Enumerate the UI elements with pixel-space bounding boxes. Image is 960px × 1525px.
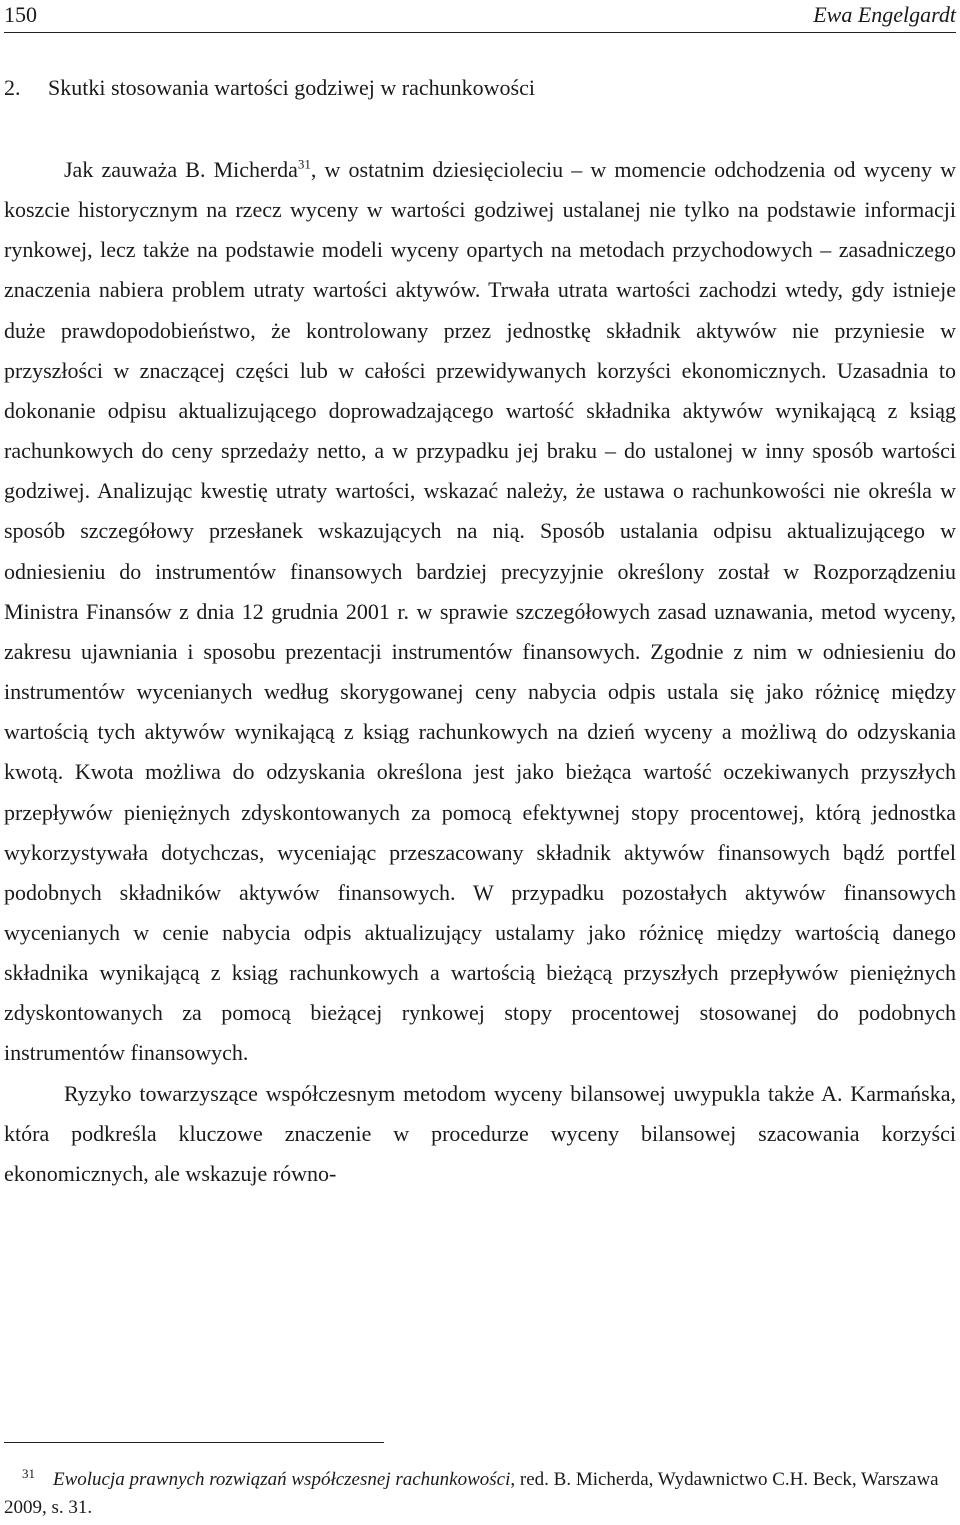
running-head: [4, 0, 956, 33]
paragraph-1-text: , w ostatnim dziesięcioleciu – w momencie odchodzenia od wyceny w koszcie historycznym na rzecz wyceny w wartości godziwej ustalanej nie tylko na podstawie informacji rynkowej, lecz także na podstawie modeli wyceny opartych na metodach przychodowych – zasadniczego znaczenia nabiera problem utraty wartości aktywów. Trwała utrata wartości zachodzi wtedy, gdy istnieje duże prawdopodobieństwo, że kontrolowany przez jednostkę składnik aktywów nie przyniesie w przyszłości w znaczącej części lub w całości przewidywanych korzyści ekonomicznych. Uzasadnia to dokonanie odpisu aktualizującego doprowadzającego wartość składnika aktywów wynikającą z ksiąg rachunkowych do ceny sprzedaży netto, a w przypadku jej braku – do ustalonej w inny sposób wartości godziwej. Analizując kwestię utraty wartości, wskazać należy, że ustawa o rachunkowości nie określa w sposób szczegółowy przesłanek wskazujących na nią. Sposób ustalania odpisu aktualizującego w odniesieniu do instrumentów finansowych bardziej precyzyjnie określony został w Rozporządzeniu Ministra Finansów z dnia 12 grudnia 2001 r. w sprawie szczegółowych zasad uznawania, metod wyceny, zakresu ujawniania i sposobu prezentacji instrumentów finansowych. Zgodnie z nim w odniesieniu do instrumentów wycenianych według skorygowanej ceny nabycia odpis ustala się jako różnicę między wartością tych aktywów wynikającą z ksiąg rachunkowych na dzień wyceny a możliwą do odzyskania kwotą. Kwota możliwa do odzyskania określona jest jako bieżąca wartość oczekiwanych przyszłych przepływów pieniężnych zdyskontowanych za pomocą efektywnej stopy procentowej, którą jednostka wykorzystywała dotychczas, wyceniając przeszacowany składnik aktywów finansowych bądź portfel podobnych składników aktywów finansowych. W przypadku pozostałych aktywów finansowych wycenianych w cenie nabycia odpis aktualizujący ustalamy jako różnicę między wartością danego składnika wynikającą z ksiąg rachunkowych a wartością bieżącą przyszłych przepływów pieniężnych zdyskontowanych za pomocą bieżącej rynkowej stopy procentowej stosowanej do podobnych instrumentów finansowych.: [4, 157, 956, 1066]
section-number: 2.: [4, 75, 21, 100]
page-number: 150: [4, 2, 37, 27]
footnote-reference[interactable]: 31: [297, 156, 311, 172]
running-author: Ewa Engelgardt: [813, 2, 956, 27]
paragraph-1: [4, 150, 956, 1074]
footnote-title: Ewolucja prawnych rozwiązań współczesnej rachunkowości: [53, 1469, 511, 1490]
footnote-text: , red. B. Micherda, Wydawnictwo C.H. Beck, Warszawa 2009, s. 31.: [4, 1469, 939, 1518]
paragraph-1-lead: Jak zauważa B. Micherda: [64, 157, 298, 182]
section-heading: [4, 72, 956, 104]
footnote: [4, 1466, 956, 1522]
body-text: [4, 150, 956, 1194]
paragraph-2: Ryzyko towarzyszące współczesnym metodom wyceny bilansowej uwypukla także A. Karmańska, która podkreśla kluczowe znaczenie w procedurze wyceny bilansowej szacowania korzyści ekonomicznych, ale wskazuje równo-: [4, 1080, 956, 1186]
footnote-mark: 31: [22, 1465, 35, 1481]
footnote-separator: [4, 1442, 384, 1443]
section-title: Skutki stosowania wartości godziwej w rachunkowości: [48, 75, 535, 100]
